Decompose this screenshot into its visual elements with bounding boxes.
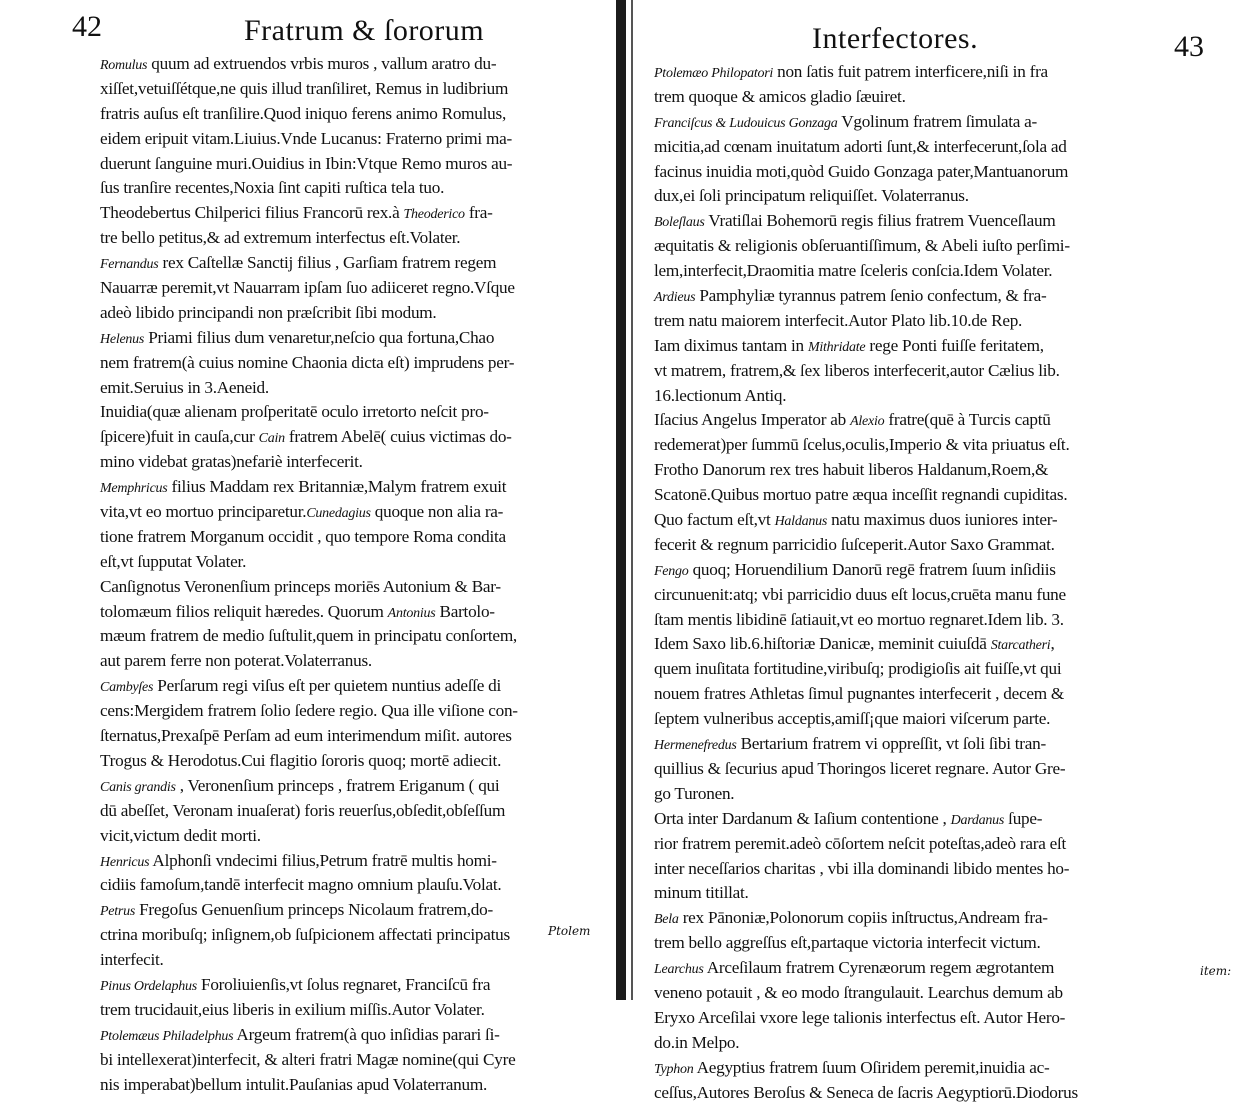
text-run: fratrem Abelē( cuius victimas do-: [284, 427, 512, 447]
text-run: trem trucidauit,eius liberis in exilium miſſis.Autor Volater.: [100, 999, 485, 1019]
text-line: [100, 849, 608, 874]
text-run: fratre(quē à Turcis captū: [884, 410, 1051, 430]
text-line: [100, 550, 608, 575]
text-line: [654, 85, 1243, 110]
text-line: [100, 649, 608, 674]
text-run: quillius & ſecurius apud Thoringos liceret regnare. Autor Gre-: [654, 758, 1066, 778]
text-run: adeò libido principandi non præſcribit ſibi modum.: [100, 302, 437, 322]
text-run: dū abeſſet, Veronam inuaſerat) foris reuerſus,obſedit,obſeſſum: [100, 800, 506, 820]
text-line: [100, 749, 608, 774]
gutter-edge: [631, 0, 633, 1000]
right-page: [640, 0, 1251, 1102]
text-line: [654, 657, 1243, 682]
text-line: [654, 334, 1243, 359]
text-run: rex Pānoniæ,Polonorum copiis inſtructus,Andream fra-: [678, 908, 1048, 928]
text-run: Alphonſi vndecimi filius,Petrum fratrē multis homi-: [149, 850, 497, 870]
text-run: ſupe-: [1004, 808, 1043, 828]
italic-name: Ptolemæus Philadelphus: [100, 1028, 234, 1044]
text-line: [654, 259, 1243, 284]
text-line: [100, 973, 608, 998]
text-line: [100, 400, 608, 425]
text-line: [100, 724, 608, 749]
text-run: go Turonen.: [654, 783, 735, 803]
text-run: mino videbat gratas)nefariè interfecerit.: [100, 452, 363, 472]
text-line: [100, 251, 608, 276]
italic-name: Helenus: [100, 331, 145, 347]
text-run: veneno potauit , & eo modo ſtrangulauit. Learchus demum ab: [654, 982, 1063, 1002]
text-line: [654, 981, 1243, 1006]
text-line: [100, 898, 608, 923]
text-run: Eryxo Arceſilai vxore lege talionis interfectus eſt. Autor Hero-: [654, 1007, 1066, 1027]
text-run: ſternatus,Prexaſpē Perſam ad eum interimendum miſit. autores: [100, 726, 512, 746]
text-run: nis imperabat)bellum intulit.Pauſanias apud Volaterranum.: [100, 1074, 488, 1094]
text-run: Scatonē.Quibus mortuo patre æqua inceſſit regnandi cupiditas.: [654, 485, 1068, 505]
text-run: Fregoſus Genuenſium princeps Nicolaum fratrem,do-: [135, 900, 493, 920]
text-line: [100, 998, 608, 1023]
text-run: Iſacius Angelus Imperator ab: [654, 410, 851, 430]
text-run: ctrina moribuſq; inſignem,ob ſuſpicionem affectati principatus: [100, 925, 510, 945]
text-line: [654, 1031, 1243, 1056]
text-run: cens:Mergidem fratrem ſolio ſedere regio. Qua ille viſione con-: [100, 701, 518, 721]
text-run: eidem eripuit vitam.Liuius.Vnde Lucanus: Fraterno primi ma-: [100, 128, 512, 148]
italic-name: Cain: [258, 431, 285, 447]
text-run: ſtam mentis libidinē ſatiauit,vt eo mortuo regnaret.Idem lib. 3.: [654, 609, 1064, 629]
text-run: filius Maddam rex Britanniæ,Malym fratrem exuit: [167, 477, 507, 497]
text-line: [654, 558, 1243, 583]
text-line: [654, 807, 1243, 832]
text-line: [654, 384, 1243, 409]
text-line: [100, 1023, 608, 1048]
running-head-left: Fratrum & ſororum: [244, 14, 485, 47]
italic-name: Learchus: [654, 962, 704, 978]
text-run: Orta inter Dardanum & Iaſium contentione ,: [654, 808, 951, 828]
text-run: trem bello aggreſſus eſt,partaque victoria interfecit victum.: [654, 933, 1041, 953]
text-line: [100, 799, 608, 824]
text-run: duerunt ſanguine muri.Ouidius in Ibin:Vtque Remo muros au-: [100, 153, 513, 173]
text-run: Priami filius dum venaretur,neſcio qua fortuna,Chao: [144, 327, 495, 347]
catchword-right: item:: [1200, 964, 1232, 978]
text-run: eſt,vt ſupputat Volater.: [100, 551, 247, 571]
text-line: [100, 301, 608, 326]
italic-name: Cambyſes: [100, 680, 154, 696]
text-run: nem fratrem(à cuius nomine Chaonia dicta eſt) imprudens per-: [100, 352, 515, 372]
text-line: [654, 359, 1243, 384]
text-line: [100, 226, 608, 251]
text-run: minum titillat.: [654, 883, 749, 903]
text-run: fecerit & regnum parricidio ſuſceperit.Autor Saxo Grammat.: [654, 534, 1055, 554]
text-line: [654, 832, 1243, 857]
text-run: rior fratrem peremit.adeò cōſortem neſcit poteſtas,adeò rara eſt: [654, 833, 1067, 853]
text-line: [654, 906, 1243, 931]
text-line: [100, 475, 608, 500]
text-line: [100, 425, 608, 450]
text-run: cidiis famoſum,tandē interfecit magno omnium plauſu.Volat.: [100, 875, 502, 895]
text-run: Pamphyliæ tyrannus patrem ſenio confectum, & fra-: [695, 286, 1047, 306]
text-line: [100, 77, 608, 102]
text-line: [654, 309, 1243, 334]
text-line: [654, 135, 1243, 160]
text-run: Vgolinum fratrem ſimulata a-: [837, 111, 1038, 131]
text-line: [654, 583, 1243, 608]
text-line: [100, 774, 608, 799]
text-line: [100, 376, 608, 401]
text-run: Argeum fratrem(à quo inſidias parari ſi-: [233, 1024, 500, 1044]
text-run: facinus inuidia moti,quòd Guido Gonzaga pater,Mantuanorum: [654, 161, 1069, 181]
text-run: non ſatis fuit patrem interficere,niſi in fra: [773, 62, 1048, 81]
italic-name: Typhon: [654, 1061, 694, 1077]
text-run: rex Caſtellæ Sanctij filius , Garſiam fratrem regem: [158, 253, 497, 273]
text-line: [654, 1056, 1243, 1081]
italic-name: Fengo: [654, 563, 689, 579]
text-run: fratris auſus eſt tranſilire.Quod iniquo ferens animo Romulus,: [100, 103, 506, 123]
text-line: [100, 450, 608, 475]
italic-name: Pinus Ordelaphus: [100, 978, 197, 994]
text-run: trem quoque & amicos gladio ſæuiret.: [654, 86, 906, 106]
right-body-text: [640, 60, 1251, 1105]
text-line: [654, 458, 1243, 483]
text-line: [654, 1006, 1243, 1031]
text-run: Perſarum regi viſus eſt per quietem nuntius adeſſe di: [153, 676, 502, 696]
italic-name: Boleſlaus: [654, 215, 705, 231]
text-run: ſus tranſire recentes,Noxia ſint capiti ruſtica tela tuo.: [100, 178, 445, 198]
text-line: [654, 408, 1243, 433]
text-line: [654, 433, 1243, 458]
text-line: [654, 60, 1243, 85]
text-line: [100, 152, 608, 177]
text-line: [654, 857, 1243, 882]
text-run: Bartolo-: [435, 601, 495, 621]
text-line: [100, 102, 608, 127]
text-run: emit.Seruius in 3.Aeneid.: [100, 377, 269, 397]
text-run: vt matrem, fratrem,& ſex liberos interfecerit,autor Cælius lib.: [654, 360, 1060, 380]
page-number-right: 43: [1174, 30, 1204, 63]
text-run: natu maximus duos iuniores inter-: [827, 510, 1058, 530]
catchword-left: Ptolem: [548, 924, 591, 938]
gutter-shadow: [616, 0, 626, 1000]
text-run: aut parem ferre non poterat.Volaterranus.: [100, 651, 372, 671]
text-run: do.in Melpo.: [654, 1032, 740, 1052]
text-run: micitia,ad cœnam inuitatum adorti ſunt,& interfecerunt,ſola ad: [654, 136, 1067, 156]
text-run: Quo factum eſt,vt: [654, 510, 775, 530]
italic-name: Henricus: [100, 854, 150, 870]
text-run: nouem fratres Athletas ſimul pugnantes interfecerit , decem &: [654, 684, 1064, 704]
text-run: bi intellexerat)interfecit, & alteri fratri Magæ nomine(qui Cyre: [100, 1049, 516, 1069]
text-run: Frotho Danorum rex tres habuit liberos Haldanum,Roem,&: [654, 460, 1049, 480]
text-run: fra-: [464, 203, 493, 223]
text-line: [654, 1081, 1243, 1105]
text-line: [100, 351, 608, 376]
text-line: [654, 732, 1243, 757]
text-run: tre bello petitus,& ad extremum interfectus eſt.Volater.: [100, 228, 461, 248]
italic-name: Franciſcus & Ludouicus Gonzaga: [654, 115, 838, 131]
left-header: [0, 0, 612, 52]
text-run: tolomæum filios reliquit hæredes. Quorum: [100, 601, 388, 621]
italic-name: Hermenefredus: [654, 738, 737, 754]
text-run: Nauarræ peremit,vt Nauarram ipſam ſuo adiiceret regno.Vſque: [100, 278, 515, 298]
italic-name: Bela: [654, 912, 679, 928]
text-line: [100, 201, 608, 226]
text-run: xiſſet,vetuiſſétque,ne quis illud tranſiliret, Remus in ludibrium: [100, 78, 509, 98]
italic-name: Mithridate: [807, 339, 866, 355]
text-run: Arceſilaum fratrem Cyrenæorum regem ægrotantem: [703, 958, 1055, 978]
text-line: [100, 500, 608, 525]
text-run: dux,ei ſoli principatum reliquiſſet. Volaterranus.: [654, 186, 969, 206]
text-line: [654, 682, 1243, 707]
text-line: [100, 923, 608, 948]
text-run: ,: [1050, 634, 1055, 654]
text-line: [100, 326, 608, 351]
text-line: [654, 533, 1243, 558]
italic-name: Ardieus: [654, 290, 696, 306]
text-run: Inuidia(quæ alienam proſperitatē oculo irretorto neſcit pro-: [100, 402, 489, 422]
text-line: [100, 1073, 608, 1098]
text-run: Foroliuienſis,vt ſolus regnaret, Franciſcū fra: [196, 974, 491, 994]
text-run: quum ad extruendos vrbis muros , vallum aratro du-: [147, 54, 497, 73]
italic-name: Antonius: [387, 605, 436, 621]
text-line: [100, 600, 608, 625]
text-line: [654, 284, 1243, 309]
italic-name: Petrus: [100, 904, 136, 920]
text-line: [654, 209, 1243, 234]
left-page: [0, 0, 612, 1094]
text-run: vita,vt eo mortuo principaretur.: [100, 502, 307, 522]
text-run: Trogus & Herodotus.Cui flagitio ſororis quoq; mortē adiecit.: [100, 750, 502, 770]
text-line: [100, 127, 608, 152]
text-line: [654, 160, 1243, 185]
italic-name: Canis grandis: [100, 779, 176, 795]
running-head-right: Interfectores.: [812, 22, 979, 55]
text-run: ſeptem vulneribus acceptis,amiſſ¡que maiori viſcerum parte.: [654, 709, 1051, 729]
text-line: [654, 757, 1243, 782]
text-line: [654, 782, 1243, 807]
text-run: quem inuſitata fortitudine,viribuſq; prodigioſis ait fuiſſe,vt qui: [654, 659, 1062, 679]
text-line: [654, 234, 1243, 259]
text-run: , Veronenſium princeps , fratrem Eriganum ( qui: [175, 775, 500, 795]
text-line: [654, 508, 1243, 533]
italic-name: Theoderico: [403, 207, 465, 223]
text-run: æquitatis & religionis obſeruantiſſimum, & Abeli iuſto perſimi-: [654, 236, 1070, 256]
text-line: [100, 948, 608, 973]
italic-name: Fernandus: [100, 257, 159, 273]
text-run: 16.lectionum Antiq.: [654, 385, 787, 405]
text-line: [654, 608, 1243, 633]
text-run: redemerat)per ſummū ſcelus,oculis,Imperio & vita priuatus eſt.: [654, 435, 1070, 455]
text-run: ſpicere)fuit in cauſa,cur: [100, 427, 259, 447]
text-run: ceſſus,Autores Beroſus & Seneca de ſacris Aegyptiorū.Diodorus: [654, 1082, 1078, 1102]
italic-name: Memphricus: [100, 481, 168, 497]
text-run: circunuenit:atq; vbi parricidio duus eſt locus,cruēta manu fune: [654, 584, 1066, 604]
text-line: [100, 525, 608, 550]
text-run: vicit,victum dedit morti.: [100, 825, 261, 845]
text-run: Canſignotus Veronenſium princeps moriēs Autonium & Bar-: [100, 576, 501, 596]
italic-name: Haldanus: [774, 514, 828, 530]
text-line: [654, 184, 1243, 209]
text-run: lem,interfecit,Draomitia matre ſceleris conſcia.Idem Volater.: [654, 261, 1053, 281]
text-run: Vratiſlai Bohemorū regis filius fratrem Vuenceſlaum: [704, 211, 1056, 231]
text-line: [100, 624, 608, 649]
text-line: [100, 674, 608, 699]
left-body-text: [0, 52, 612, 1097]
text-line: [100, 824, 608, 849]
text-line: [100, 176, 608, 201]
text-line: [654, 483, 1243, 508]
text-line: [100, 1048, 608, 1073]
text-run: mæum fratrem de medio ſuſtulit,quem in principatu conſortem,: [100, 626, 517, 646]
text-run: interfecit.: [100, 950, 164, 970]
text-line: [100, 873, 608, 898]
text-run: Idem Saxo lib.6.hiſtoriæ Danicæ, meminit cuiuſdā: [654, 634, 991, 654]
text-line: [654, 881, 1243, 906]
text-line: [654, 707, 1243, 732]
text-run: inter neceſſarios charitas , vbi illa dominandi libido mentes ho-: [654, 858, 1070, 878]
text-line: [100, 276, 608, 301]
italic-name: Dardanus: [950, 812, 1005, 828]
text-line: [654, 110, 1243, 135]
page-number-left: 42: [72, 10, 102, 43]
text-run: Aegyptius fratrem ſuum Oſiridem peremit,inuidia ac-: [693, 1057, 1050, 1077]
text-line: [654, 931, 1243, 956]
text-line: [654, 632, 1243, 657]
right-header: [640, 0, 1251, 63]
italic-name: Alexio: [850, 414, 885, 430]
italic-name: Ptolemæo Philopatori: [654, 66, 774, 81]
text-run: quoq; Horuendilium Danorū regē fratrem ſuum inſidiis: [688, 559, 1056, 579]
text-run: quoque non alia ra-: [370, 502, 504, 522]
text-run: trem natu maiorem interfecit.Autor Plato lib.10.de Rep.: [654, 310, 1023, 330]
text-line: [654, 956, 1243, 981]
italic-name: Starcatheri: [990, 638, 1051, 654]
text-run: Iam diximus tantam in: [654, 335, 808, 355]
text-run: tione fratrem Morganum occidit , quo tempore Roma condita: [100, 526, 506, 546]
italic-name: Romulus: [100, 58, 148, 73]
text-run: rege Ponti fuiſſe feritatem,: [865, 335, 1044, 355]
text-line: [100, 575, 608, 600]
text-line: [100, 52, 608, 77]
text-line: [100, 699, 608, 724]
italic-name: Cunedagius: [306, 506, 371, 522]
text-run: Theodebertus Chilperici filius Francorū rex.à: [100, 203, 404, 223]
text-run: Bertarium fratrem vi oppreſſit, vt ſoli ſibi tran-: [736, 734, 1046, 754]
